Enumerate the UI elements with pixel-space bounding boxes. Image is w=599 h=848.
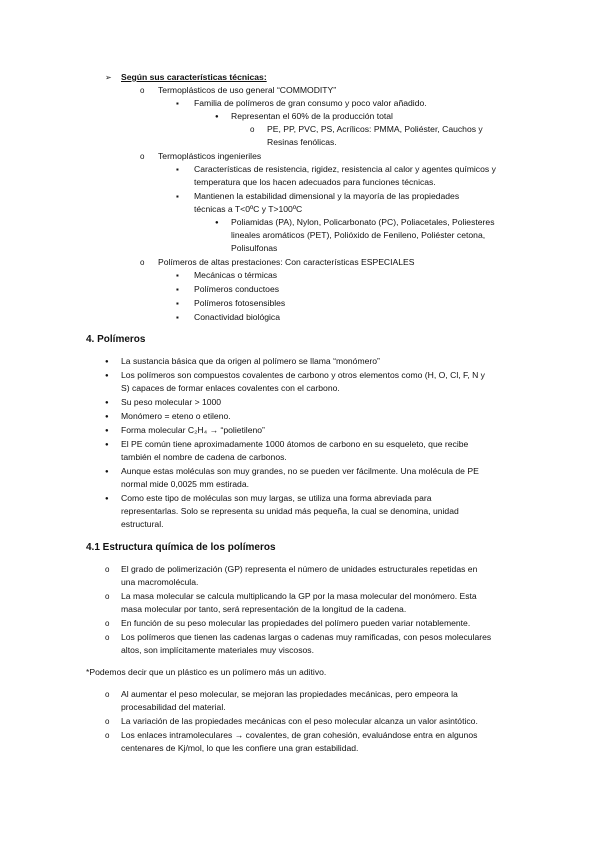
dot-bullet-icon: ● [105,428,109,434]
list-item: Monómero = eteno o etileno. [121,411,231,421]
list-item: Representan el 60% de la producción total [231,111,393,121]
list-item: El grado de polimerización (GP) representa el número de unidades estructurales repetidas en [121,564,478,574]
section-heading: Según sus características técnicas: [121,72,267,82]
list-item: La variación de las propiedades mecánicas con el peso molecular alcanza un valor asintótico. [121,716,478,726]
dot-bullet-icon: ● [105,442,109,448]
square-bullet-icon: ▪ [176,165,179,174]
dot-bullet-icon: ● [105,359,109,365]
list-item: Mantienen la estabilidad dimensional y la mayoría de las propiedades [194,191,460,201]
list-item: Mecánicas o térmicas [194,270,278,280]
list-item: PE, PP, PVC, PS, Acrílicos: PMMA, Poliéster, Cauchos y [267,124,483,134]
list-item: Características de resistencia, rigidez, resistencia al calor y agentes químicos y [194,164,496,174]
list-item-continuation: también el nombre de cadena de carbonos. [121,452,287,462]
list-item: Conactividad biológica [194,312,280,322]
list-item: Al aumentar el peso molecular, se mejoran las propiedades mecánicas, pero empeora la [121,689,458,699]
list-item-continuation: representarlas. Solo se representa su unidad más pequeña, la cual se denomina, unidad [121,506,459,516]
list-item-continuation: temperatura que los hacen adecuados para funciones técnicas. [194,177,436,187]
dot-bullet-icon: ● [105,469,109,475]
list-item-continuation: S) capaces de formar enlaces covalentes con el carbono. [121,383,340,393]
section-title: 4. Polímeros [86,334,146,345]
square-bullet-icon: ▪ [176,299,179,308]
list-item: Polímeros conductoes [194,284,280,294]
circle-bullet-icon: o [140,258,145,267]
subsection-title: 4.1 Estructura química de los polímeros [86,542,276,553]
list-item-continuation: estructural. [121,519,164,529]
dot-bullet-icon: ● [105,414,109,420]
circle-bullet-icon: o [105,717,110,726]
list-item: El PE común tiene aproximadamente 1000 átomos de carbono en su esqueleto, que recibe [121,439,469,449]
list-item: Familia de polímeros de gran consumo y poco valor añadido. [194,98,427,108]
list-item-continuation: centenares de Kj/mol, lo que les confiere una gran estabilidad. [121,743,359,753]
list-item: Los enlaces intramoleculares → covalentes, de gran cohesión, evaluándose entra en algunos [121,730,478,740]
square-bullet-icon: ▪ [176,99,179,108]
dot-bullet-icon: ● [215,220,219,226]
square-bullet-icon: ▪ [176,271,179,280]
square-bullet-icon: ▪ [176,192,179,201]
dot-bullet-icon: ● [215,114,219,120]
list-item-continuation: altos, son implícitamente materiales muy viscosos. [121,645,314,655]
dot-bullet-icon: ● [105,400,109,406]
circle-bullet-icon: o [140,86,145,95]
circle-bullet-icon: o [105,565,110,574]
circle-bullet-icon: o [105,633,110,642]
arrow-bullet-icon: ➢ [105,73,112,82]
list-item-continuation: técnicas a T<0ºC y T>100ºC [194,204,303,214]
list-item-continuation: Polisulfonas [231,243,278,253]
circle-bullet-icon: o [105,592,110,601]
dot-bullet-icon: ● [105,496,109,502]
dot-bullet-icon: ● [105,373,109,379]
list-item: Como este tipo de moléculas son muy largas, se utiliza una forma abreviada para [121,493,432,503]
list-item: Aunque estas moléculas son muy grandes, no se pueden ver fácilmente. Una molécula de PE [121,466,479,476]
list-item: Poliamidas (PA), Nylon, Policarbonato (PC), Poliacetales, Poliesteres [231,217,495,227]
circle-bullet-icon: o [105,731,110,740]
list-item: Su peso molecular > 1000 [121,397,222,407]
list-item: La masa molecular se calcula multiplicando la GP por la masa molecular del monómero. Esta [121,591,477,601]
list-item: Forma molecular C₂H₄ → “polietileno” [121,425,265,435]
list-item-continuation: procesabilidad del material. [121,702,226,712]
list-item: Los polímeros que tienen las cadenas largas o cadenas muy ramificadas, con pesos moleculares [121,632,492,642]
list-item: Polímeros fotosensibles [194,298,286,308]
square-bullet-icon: ▪ [176,285,179,294]
square-bullet-icon: ▪ [176,313,179,322]
circle-bullet-icon: o [250,125,255,134]
list-item: En función de su peso molecular las propiedades del polímero pueden variar notablemente. [121,618,471,628]
note-paragraph: *Podemos decir que un plástico es un polímero más un aditivo. [86,667,327,677]
list-item-continuation: normal mide 0,0025 mm estirada. [121,479,250,489]
list-item: La sustancia básica que da origen al polímero se llama “monómero” [121,356,380,366]
circle-bullet-icon: o [105,690,110,699]
list-item-continuation: masa molecular por tanto, será representación de la longitud de la cadena. [121,604,407,614]
list-item: Termoplásticos ingenieriles [158,151,262,161]
circle-bullet-icon: o [140,152,145,161]
list-item: Los polímeros son compuestos covalentes de carbono y otros elementos como (H, O, Cl, F, N y [121,370,485,380]
list-item-continuation: una macromolécula. [121,577,199,587]
list-item-continuation: lineales aromáticos (PET), Polióxido de Fenileno, Poliéster cetona, [231,230,486,240]
list-item: Termoplásticos de uso general “COMMODITY” [158,85,337,95]
list-item-continuation: Resinas fenólicas. [267,137,337,147]
list-item: Polímeros de altas prestaciones: Con características ESPECIALES [158,257,415,267]
circle-bullet-icon: o [105,619,110,628]
